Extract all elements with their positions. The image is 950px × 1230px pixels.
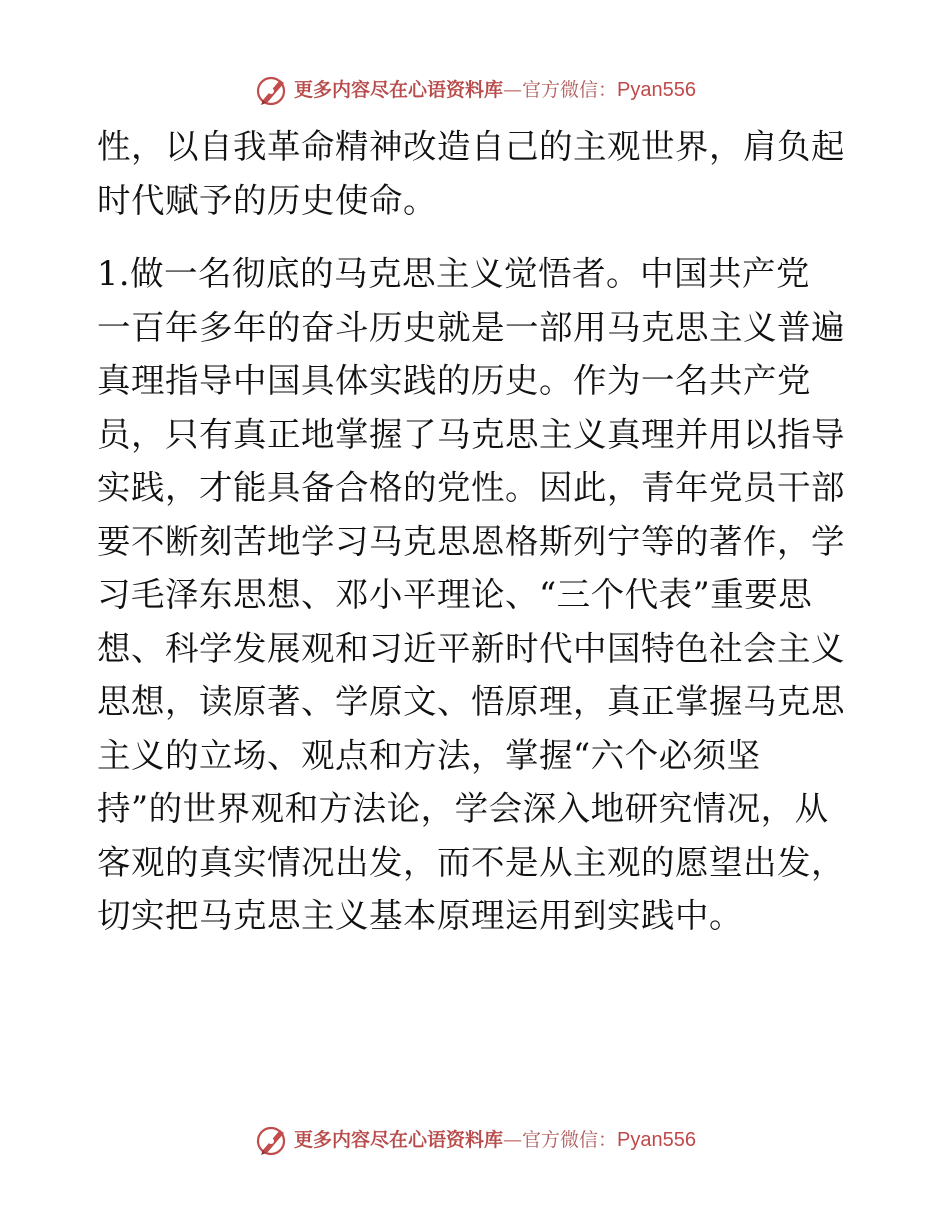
text-line: 思想，读原著、学原文、悟原理，真正掌握马克思 [97, 682, 845, 721]
text-line: 员，只有真正地掌握了马克思主义真理并用以指导 [97, 414, 845, 454]
document-body [97, 120, 857, 943]
footer-watermark [0, 1120, 950, 1160]
text-line: 时代赋予的历史使命。 [97, 180, 437, 220]
pen-logo-icon [254, 1122, 290, 1158]
text-line: 真理指导中国具体实践的历史。作为一名共产党 [97, 361, 811, 400]
watermark-wechat-id: Pyan556 [617, 1129, 696, 1151]
paragraph-continuation [97, 120, 857, 227]
watermark-wechat-id: Pyan556 [617, 79, 696, 101]
text-line: 实践，才能具备合格的党性。因此，青年党员干部 [97, 468, 845, 507]
text-line: 持”的世界观和方法论，学会深入地研究情况，从 [97, 789, 829, 828]
text-line: 习毛泽东思想、邓小平理论、“三个代表”重要思 [97, 575, 813, 614]
text-line: 要不断刻苦地学习马克思恩格斯列宁等的著作，学 [97, 521, 845, 561]
text-line: 切实把马克思主义基本原理运用到实践中。 [97, 896, 743, 935]
watermark-main-text: 更多内容尽在心语资料库 [294, 79, 504, 101]
text-line: 性，以自我革命精神改造自己的主观世界，肩负起 [97, 127, 845, 166]
text-line: 想、科学发展观和习近平新时代中国特色社会主义 [97, 628, 845, 668]
text-line: 主义的立场、观点和方法，掌握“六个必须坚 [97, 735, 761, 775]
watermark-main-text: 更多内容尽在心语资料库 [294, 1129, 504, 1151]
watermark-wechat-label: 官方微信： [522, 79, 618, 101]
header-watermark [0, 70, 950, 110]
watermark-separator: — [503, 1129, 523, 1151]
section-heading-line: 1.做一名彻底的马克思主义觉悟者。中国共产党 [97, 254, 810, 293]
pen-logo-icon [254, 72, 290, 108]
text-line: 一百年多年的奋斗历史就是一部用马克思主义普遍 [97, 307, 845, 347]
paragraph-section-1 [97, 247, 857, 943]
text-line: 客观的真实情况出发，而不是从主观的愿望出发， [97, 842, 845, 882]
watermark-separator: — [503, 79, 523, 101]
watermark-wechat-label: 官方微信： [522, 1129, 618, 1151]
